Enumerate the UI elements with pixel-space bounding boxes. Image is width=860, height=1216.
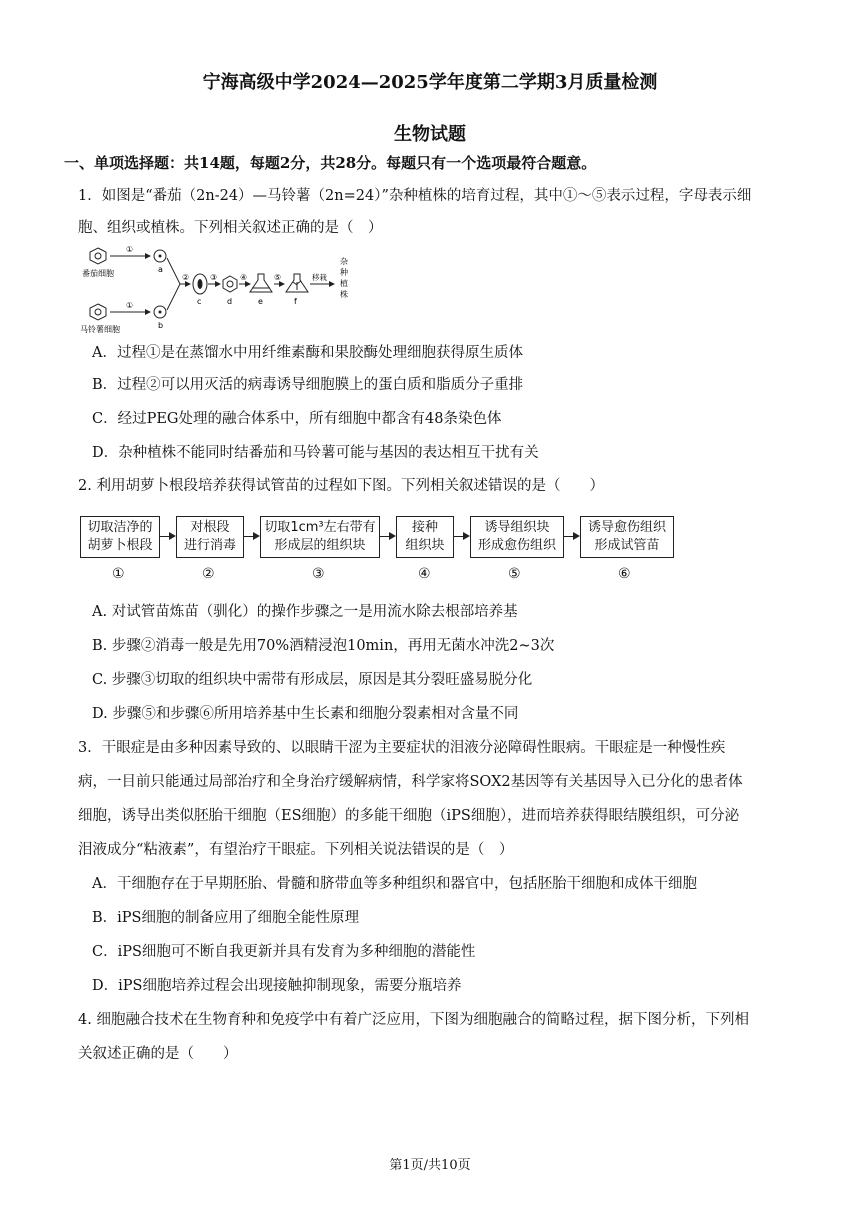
flow-arrow-icon bbox=[454, 536, 468, 537]
letter-a: a bbox=[158, 265, 163, 274]
hybrid-char-2: 种 bbox=[340, 268, 348, 277]
q3-option-a: A．干细胞存在于早期胚胎、骨髓和脐带血等多种组织和器官中，包括胚胎干细胞和成体干细胞 bbox=[92, 876, 697, 892]
q3-option-c: C．iPS细胞可不断自我更新并具有发育为多种细胞的潜能性 bbox=[92, 944, 476, 960]
q1-stem-line2: 胞、组织或植株。下列相关叙述正确的是（ ） bbox=[78, 220, 383, 236]
q1-option-d: D．杂种植株不能同时结番茄和马铃薯可能与基因的表达相互干扰有关 bbox=[92, 445, 539, 461]
page-footer: 第1页/共10页 bbox=[389, 1158, 471, 1173]
q2-option-c: C. 步骤③切取的组织块中需带有形成层，原因是其分裂旺盛易脱分化 bbox=[92, 672, 533, 688]
flow-step-4-number: ④ bbox=[418, 566, 431, 582]
flow-step-5-number: ⑤ bbox=[508, 566, 521, 582]
hybrid-char-4: 株 bbox=[340, 290, 348, 299]
hybrid-char-1: 杂 bbox=[340, 257, 348, 266]
plantlet-flask-f-icon bbox=[286, 274, 308, 292]
flow-step-3-box: 切取1cm³左右带有 形成层的组织块 bbox=[260, 516, 380, 558]
section-heading: 一、单项选择题：共14题，每题2分，共28分。每题只有一个选项最符合题意。 bbox=[64, 154, 597, 172]
hybrid-cell-d-icon bbox=[223, 276, 237, 292]
tomato-cell-icon bbox=[90, 248, 106, 264]
q1-hybrid-figure bbox=[78, 242, 358, 334]
letter-b: b bbox=[158, 321, 164, 330]
q1-option-b: B．过程②可以用灭活的病毒诱导细胞膜上的蛋白质和脂质分子重排 bbox=[92, 377, 524, 393]
potato-label: 马铃薯细胞 bbox=[80, 325, 120, 334]
q3-stem-line3: 细胞，诱导出类似胚胎干细胞（ES细胞）的多能干细胞（iPS细胞），进而培养获得眼结膜组织，可分泌 bbox=[78, 808, 740, 824]
q2-stem: 2. 利用胡萝卜根段培养获得试管苗的过程如下图。下列相关叙述错误的是（ ） bbox=[78, 478, 604, 494]
step-5: ⑤ bbox=[274, 273, 282, 282]
flow-step-2-number: ② bbox=[202, 566, 215, 582]
q4-stem-line2: 关叙述正确的是（ ） bbox=[78, 1046, 238, 1062]
potato-cell-icon bbox=[90, 304, 106, 320]
flow-arrow-icon bbox=[564, 536, 578, 537]
step-2: ② bbox=[182, 273, 190, 282]
flow-step-4-box: 接种 组织块 bbox=[396, 516, 454, 558]
flow-step-6-number: ⑥ bbox=[618, 566, 631, 582]
q2-option-d: D. 步骤⑤和步骤⑥所用培养基中生长素和细胞分裂素相对含量不同 bbox=[92, 706, 519, 722]
q3-stem-line1: 3．干眼症是由多种因素导致的、以眼睛干涩为主要症状的泪液分泌障碍性眼病。干眼症是一种慢性疾 bbox=[78, 740, 726, 756]
flow-step-5-box: 诱导组织块 形成愈伤组织 bbox=[470, 516, 564, 558]
step-1-bottom: ① bbox=[126, 301, 134, 310]
q4-stem-line1: 4. 细胞融合技术在生物育种和免疫学中有着广泛应用，下图为细胞融合的简略过程，据下图分析，下列相 bbox=[78, 1012, 749, 1028]
step-3: ③ bbox=[210, 273, 218, 282]
q2-option-b: B. 步骤②消毒一般是先用70%酒精浸泡10min，再用无菌水冲洗2~3次 bbox=[92, 638, 555, 654]
q3-option-d: D．iPS细胞培养过程会出现接触抑制现象，需要分瓶培养 bbox=[92, 978, 462, 994]
flow-arrow-icon bbox=[244, 536, 258, 537]
flow-step-3-number: ③ bbox=[312, 566, 325, 582]
subject-title: 生物试题 bbox=[394, 124, 466, 145]
protoplast-b-icon bbox=[154, 306, 166, 318]
q3-option-b: B．iPS细胞的制备应用了细胞全能性原理 bbox=[92, 910, 359, 926]
letter-e: e bbox=[258, 297, 263, 306]
q3-stem-line4: 泪液成分“粘液素”，有望治疗干眼症。下列相关说法错误的是（ ） bbox=[78, 842, 514, 858]
exam-title: 宁海高级中学2024—2025学年度第二学期3月质量检测 bbox=[202, 72, 658, 93]
protoplast-a-icon bbox=[154, 250, 166, 262]
callus-flask-e-icon bbox=[250, 274, 272, 292]
q3-stem-line2: 病，一目前只能通过局部治疗和全身治疗缓解病情，科学家将SOX2基因等有关基因导入已分化的患者体 bbox=[78, 774, 743, 790]
flow-step-2-box: 对根段 进行消毒 bbox=[176, 516, 244, 558]
q1-option-c: C．经过PEG处理的融合体系中，所有细胞中都含有48条染色体 bbox=[92, 411, 502, 427]
q1-option-a: A．过程①是在蒸馏水中用纤维素酶和果胶酶处理细胞获得原生质体 bbox=[92, 345, 523, 361]
q2-option-a: A. 对试管苗炼苗（驯化）的操作步骤之一是用流水除去根部培养基 bbox=[92, 604, 518, 620]
step-4: ④ bbox=[240, 273, 248, 282]
flow-step-1-box: 切取洁净的 胡萝卜根段 bbox=[80, 516, 160, 558]
hybrid-char-3: 植 bbox=[340, 279, 348, 288]
flow-step-1-number: ① bbox=[112, 566, 125, 582]
flow-arrow-icon bbox=[380, 536, 394, 537]
flow-arrow-icon bbox=[160, 536, 174, 537]
step-1-top: ① bbox=[126, 245, 134, 254]
letter-f: f bbox=[294, 297, 297, 306]
fused-cell-c-icon bbox=[193, 274, 207, 294]
flow-step-6-box: 诱导愈伤组织 形成试管苗 bbox=[580, 516, 674, 558]
q1-stem-line1: 1．如图是“番茄（2n-24）—马铃薯（2n=24）”杂种植株的培育过程，其中①～⑤表示过程，字母表示细 bbox=[78, 188, 752, 204]
letter-c: c bbox=[197, 297, 202, 306]
letter-d: d bbox=[227, 297, 233, 306]
transplant-label: 移栽 bbox=[312, 273, 327, 282]
tomato-label: 番茄细胞 bbox=[82, 269, 114, 278]
